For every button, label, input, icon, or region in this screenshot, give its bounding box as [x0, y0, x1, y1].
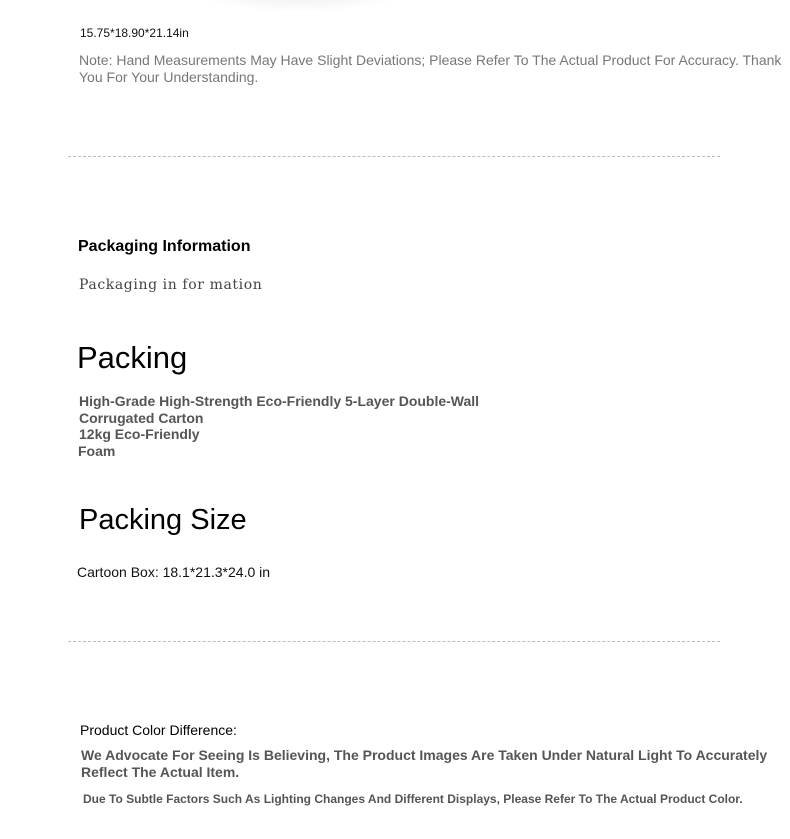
- color-difference-title: Product Color Difference:: [80, 722, 237, 738]
- packaging-information-caption: Packaging in for mation: [79, 277, 263, 293]
- packaging-information-title: Packaging Information: [78, 238, 251, 255]
- measurement-note-line-1: Note: Hand Measurements May Have Slight Deviations; Please Refer To The Actual Product For Accuracy. Thank: [79, 52, 782, 68]
- packing-line-1: High-Grade High-Strength Eco-Friendly 5-Layer Double-Wall: [79, 393, 480, 409]
- section-divider-1: [68, 156, 720, 157]
- packing-size-heading: Packing Size: [79, 504, 247, 536]
- packing-heading: Packing: [77, 340, 188, 375]
- packing-materials: [79, 393, 479, 460]
- measurement-note-line-2: You For Your Understanding.: [79, 68, 259, 85]
- product-image-shadow: [200, 0, 400, 12]
- product-dimensions: 15.75*18.90*21.14in: [80, 26, 189, 40]
- color-difference-note: Due To Subtle Factors Such As Lighting Changes And Different Displays, Please Refer To The Actual Product Color.: [83, 792, 743, 806]
- advocate-line-1: We Advocate For Seeing Is Believing, The Product Images Are Taken Under Natural Light To Accurately: [81, 747, 768, 763]
- packing-line-2: Corrugated Carton: [79, 409, 204, 426]
- advocate-line-2: Reflect The Actual Item.: [81, 763, 240, 780]
- color-difference-advocate: [81, 747, 781, 780]
- carton-size: Cartoon Box: 18.1*21.3*24.0 in: [77, 564, 271, 580]
- section-divider-2: [68, 641, 720, 642]
- packing-line-3: 12kg Eco-Friendly: [79, 426, 200, 443]
- measurement-note: [79, 52, 790, 85]
- packing-line-4: Foam: [78, 443, 116, 460]
